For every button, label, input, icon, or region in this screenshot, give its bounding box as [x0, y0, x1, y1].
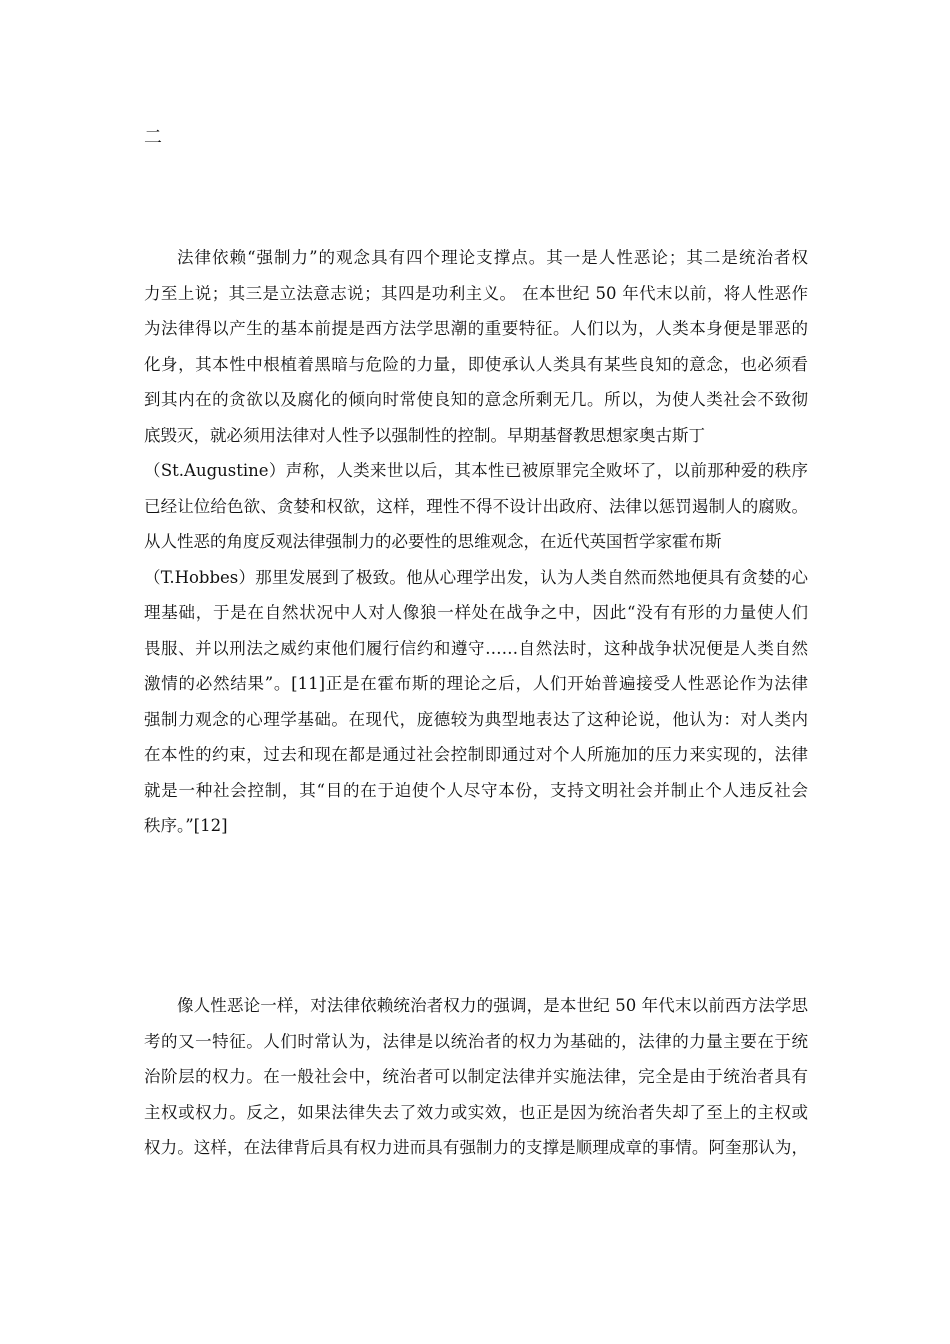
- paragraph-line: 畏服、并以刑法之威约束他们履行信约和遵守……自然法时，这种战争状况便是人类自然: [144, 638, 808, 658]
- paragraph-line: 激情的必然结果”。[11]正是在霍布斯的理论之后，人们开始普遍接受人性恶论作为法律: [144, 674, 808, 693]
- paragraph-line: 就是一种社会控制，其“目的在于迫使个人尽守本份，支持文明社会并制止个人违反社会: [144, 780, 808, 800]
- paragraph-line: （T.Hobbes）那里发展到了极致。他从心理学出发，认为人类自然而然地便具有贪婪的心: [144, 567, 808, 587]
- paragraph-2: [144, 988, 808, 1166]
- paragraph-line: 到其内在的贪欲以及腐化的倾向时常使良知的意念所剩无几。所以，为使人类社会不致彻: [144, 390, 808, 409]
- paragraph-line: 理基础，于是在自然状况中人对人像狼一样处在战争之中，因此“没有有形的力量使人们: [144, 603, 808, 622]
- paragraph-line: 考的又一特征。人们时常认为，法律是以统治者的权力为基础的，法律的力量主要在于统: [144, 1031, 808, 1051]
- paragraph-line: （St.Augustine）声称，人类来世以后，其本性已被原罪完全败坏了，以前那种爱的秩序: [144, 461, 808, 480]
- paragraph-line: 法律依赖“强制力”的观念具有四个理论支撑点。其一是人性恶论；其二是统治者权: [177, 248, 808, 267]
- section-number: 二: [144, 127, 163, 148]
- paragraph-1: [144, 240, 808, 844]
- paragraph-line: 权力。这样，在法律背后具有权力进而具有强制力的支撑是顺理成章的事情。阿奎那认为，: [144, 1138, 808, 1157]
- paragraph-line: 力至上说；其三是立法意志说；其四是功利主义。 在本世纪 50 年代末以前，将人性恶作: [144, 283, 808, 303]
- paragraph-line: 治阶层的权力。在一般社会中，统治者可以制定法律并实施法律，完全是由于统治者具有: [144, 1067, 808, 1086]
- paragraph-line: 像人性恶论一样，对法律依赖统治者权力的强调，是本世纪 50 年代末以前西方法学思: [177, 996, 808, 1015]
- paragraph-line: 秩序。”[12]: [144, 816, 228, 835]
- paragraph-line: 主权或权力。反之，如果法律失去了效力或实效，也正是因为统治者失却了至上的主权或: [144, 1102, 808, 1122]
- paragraph-line: 强制力观念的心理学基础。在现代，庞德较为典型地表达了这种论说，他认为：对人类内: [144, 709, 808, 729]
- paragraph-line: 在本性的约束，过去和现在都是通过社会控制即通过对个人所施加的压力来实现的，法律: [144, 745, 808, 764]
- paragraph-line: 从人性恶的角度反观法律强制力的必要性的思维观念，在近代英国哲学家霍布斯: [144, 532, 722, 551]
- paragraph-line: 化身，其本性中根植着黑暗与危险的力量，即使承认人类具有某些良知的意念，也必须看: [144, 354, 808, 374]
- paragraph-line: 为法律得以产生的基本前提是西方法学思潮的重要特征。人们以为，人类本身便是罪恶的: [144, 319, 808, 338]
- paragraph-line: 已经让位给色欲、贪婪和权欲，这样，理性不得不设计出政府、法律以惩罚遏制人的腐败。: [144, 496, 808, 516]
- paragraph-line: 底毁灭，就必须用法律对人性予以强制性的控制。早期基督教思想家奥古斯丁: [144, 425, 705, 445]
